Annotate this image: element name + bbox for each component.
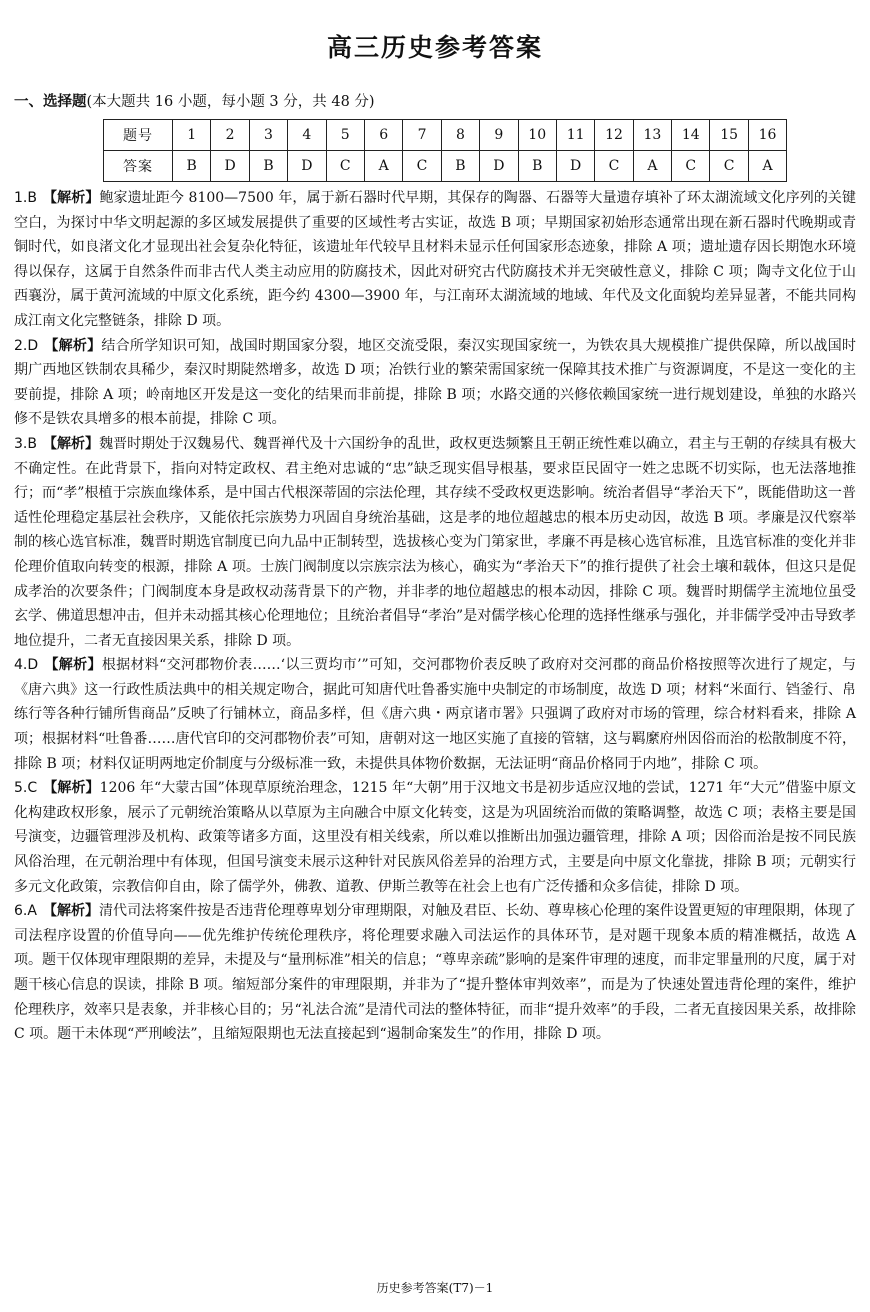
answer-cell: D	[288, 151, 326, 182]
analysis-tag: 【解析】	[44, 657, 102, 674]
analysis-text: 结合所学知识可知，战国时期国家分裂，地区交流受限，秦汉实现国家统一，为铁农具大规模推广提供保障，所以战国时期广西地区铁制农具稀少，秦汉时期陡然增多，故选 D 项；冶铁行业的繁荣需国家统一保障其技术推广与资源调度，不是这一变化的主要前提，排除 A 项；岭南地区开发是这一变化的结果而非前提，排除 B 项；水路交通的兴修依赖国家统一进行规划建设，单独的水路兴修不是铁农具增多的根本前提，排除 C 项。	[14, 337, 856, 428]
answer-cell: B	[441, 151, 479, 182]
question-answer: D	[27, 657, 39, 674]
answer-label: 答案	[104, 151, 173, 182]
analysis-item-4	[14, 653, 856, 776]
answer-cell: B	[173, 151, 211, 182]
question-number-cell: 6	[364, 120, 402, 151]
analysis-text: 清代司法将案件按是否违背伦理尊卑划分审理期限，对触及君臣、长幼、尊卑核心伦理的案件设置更短的审理限期，体现了司法程序设置的价值导向——优先维护传统伦理秩序，将伦理要求融入司法运作的具体环节，是对题干现象本质的精准概括，故选 A 项。题干仅体现审理限期的差异，未提及与“量刑标准”相关的信息；“尊卑亲疏”影响的是案件审理的速度，而非定罪量刑的尺度，属于对题干核心信息的误读，排除 B 项。缩短部分案件的审理限期，并非为了“提升整体审判效率”，而是为了快速处置违背伦理的案件，维护伦理秩序，效率只是表象，并非核心目的；另“礼法合流”是清代司法的整体特征，而非“提升效率”的手段，二者无直接因果关系，故排除 C 项。题干未体现“严刑峻法”，且缩短限期也无法直接起到“遏制命案发生”的作用，排除 D 项。	[14, 903, 856, 1043]
question-number-cell: 15	[710, 120, 748, 151]
question-answer: A	[27, 903, 37, 920]
answer-cell: A	[748, 151, 786, 182]
question-number: 1.	[14, 190, 28, 206]
question-number-cell: 16	[748, 120, 786, 151]
answer-cell: D	[480, 151, 518, 182]
question-number-label: 题号	[104, 120, 173, 151]
analysis-text: 魏晋时期处于汉魏易代、魏晋禅代及十六国纷争的乱世，政权更迭频繁且王朝正统性难以确立，君主与王朝的存续具有极大不确定性。在此背景下，指向对特定政权、君主绝对忠诚的“忠”缺乏现实倡导根基，要求臣民固守一姓之忠既不切实际，也无法落地推行；而“孝”根植于宗族血缘体系，是中国古代根深蒂固的宗法伦理，其存续不受政权更迭影响。统治者倡导“孝治天下”，既能借助这一普适性伦理稳定基层社会秩序，又能依托宗族势力巩固自身统治基础，这是孝的地位超越忠的根本历史动因，故选 B 项。孝廉是汉代察举制的核心选官标准，魏晋时期选官制度已向九品中正制转型，选拔核心变为门第家世，孝廉不再是核心选官标准，且选官标准的变化并非伦理价值取向转变的根源，排除 A 项。士族门阀制度以宗族宗法为核心，确实为“孝治天下”的推行提供了社会土壤和载体，但这只是促成孝治的次要条件；门阀制度本身是政权动荡背景下的产物，并非孝的地位超越忠的根本动因，排除 C 项。魏晋时期儒学主流地位虽受玄学、佛道思想冲击，但并未动摇其核心伦理地位；且统治者倡导“孝治”是对儒学核心伦理的选择性继承与强化，并非儒学受冲击导致孝地位提升，二者无直接因果关系，排除 D 项。	[14, 435, 857, 649]
question-number-cell: 7	[403, 120, 441, 151]
question-number: 4.	[14, 657, 28, 674]
analysis-item-6	[14, 899, 856, 1047]
question-number-cell: 1	[173, 120, 211, 151]
answer-cell: A	[364, 151, 402, 182]
answer-cell: C	[672, 151, 710, 182]
section-lead: 一、选择题	[14, 94, 87, 110]
question-number-cell: 5	[326, 120, 364, 151]
answer-cell: C	[326, 151, 364, 182]
analysis-text: 根据材料“交河郡物价表……‘以三贾均市’”可知，交河郡物价表反映了政府对交河郡的商品价格按照等次进行了规定，与《唐六典》这一行政性质法典中的相关规定吻合，据此可知唐代吐鲁番实施中央制定的市场制度，故选 D 项；材料“米面行、铛釜行、帛练行等各种行铺所售商品”反映了行铺林立，商品多样，但《唐六典・两京诸市署》只强调了政府对市场的管理，综合材料看来，排除 A 项；根据材料“吐鲁番……唐代官印的交河郡物价表”可知，唐朝对这一地区实施了直接的管辖，这与羁縻府州因俗而治的松散制度不符，排除 B 项；材料仅证明两地定价制度与分级标准一致，未提供具体物价数据，无法证明“商品价格同于内地”，排除 C 项。	[14, 657, 857, 772]
answer-table-answer-row	[104, 151, 787, 182]
answer-cell: C	[595, 151, 633, 182]
question-answer: D	[27, 337, 39, 354]
analysis-tag: 【解析】	[42, 190, 100, 206]
answer-cell: A	[633, 151, 671, 182]
question-number: 6.	[14, 903, 28, 920]
question-number: 3.	[14, 435, 28, 452]
question-number-cell: 4	[288, 120, 326, 151]
answer-cell: B	[249, 151, 287, 182]
analysis-item-3	[14, 432, 856, 653]
analysis-item-5	[14, 776, 856, 899]
question-number-cell: 9	[480, 120, 518, 151]
question-number-cell: 12	[595, 120, 633, 151]
question-number: 2.	[14, 337, 28, 354]
analysis-tag: 【解析】	[42, 435, 100, 452]
answer-cell: C	[710, 151, 748, 182]
question-number: 5.	[14, 780, 28, 797]
analysis-text: 1206 年“大蒙古国”体现草原统治理念，1215 年“大朝”用于汉地文书是初步适应汉地的尝试，1271 年“大元”借鉴中原文化构建政权形象，展示了元朝统治策略从以草原为主向融合中原文化转变，这是为巩固统治而做的策略调整，故选 C 项；表格主要是国号演变，边疆管理涉及机构、政策等诸多方面，这里没有相关线索，所以难以推断出加强边疆管理，排除 A 项；因俗而治是按不同民族风俗治理，在元朝治理中有体现，但国号演变未展示这种针对民族风俗差异的治理方式，主要是向中原文化靠拢，排除 B 项；元朝实行多元文化政策，宗教信仰自由，除了儒学外，佛教、道教、伊斯兰教等在社会上也有广泛传播和众多信徒，排除 D 项。	[14, 780, 856, 895]
question-answer: C	[27, 780, 38, 797]
analysis-tag: 【解析】	[43, 780, 100, 797]
section-note: (本大题共 16 小题，每小题 3 分，共 48 分)	[86, 94, 375, 110]
question-answer: B	[27, 190, 37, 206]
section-heading	[14, 92, 375, 112]
answer-cell: D	[556, 151, 594, 182]
answer-table	[103, 119, 787, 182]
question-number-cell: 3	[249, 120, 287, 151]
analysis-item-2	[14, 334, 856, 432]
page-footer: 历史参考答案(T7)－1	[376, 1281, 494, 1295]
question-number-cell: 11	[556, 120, 594, 151]
question-answer: B	[27, 435, 37, 452]
analysis-list	[14, 186, 856, 1047]
question-number-cell: 13	[633, 120, 671, 151]
page-title: 高三历史参考答案	[326, 33, 543, 62]
answer-cell: C	[403, 151, 441, 182]
question-number-cell: 10	[518, 120, 556, 151]
question-number-cell: 14	[672, 120, 710, 151]
analysis-text: 鲍家遗址距今 8100—7500 年，属于新石器时代早期，其保存的陶器、石器等大量遗存填补了环太湖流域文化序列的关键空白，为探讨中华文明起源的多区域发展提供了重要的区域性考古实证，故选 B 项；早期国家初始形态通常出现在新石器时代晚期或青铜时代，如良渚文化才显现出社会复杂化特征，该遗址年代较早且材料未显示任何国家形态迹象，排除 A 项；遗址遗存因长期饱水环境得以保存，这属于自然条件而非古代人类主动应用的防腐技术，因此对研究古代防腐技术并无突破性意义，排除 C 项；陶寺文化位于山西襄汾，属于黄河流域的中原文化系统，距今约 4300—3900 年，与江南环太湖流域的地域、年代及文化面貌均差异显著，不能共同构成江南文化完整链条，排除 D 项。	[14, 190, 857, 329]
answer-cell: D	[211, 151, 249, 182]
question-number-cell: 2	[211, 120, 249, 151]
analysis-item-1	[14, 186, 856, 334]
answer-table-number-row	[104, 120, 787, 151]
answer-cell: B	[518, 151, 556, 182]
question-number-cell: 8	[441, 120, 479, 151]
analysis-tag: 【解析】	[44, 337, 102, 354]
analysis-tag: 【解析】	[42, 903, 100, 920]
